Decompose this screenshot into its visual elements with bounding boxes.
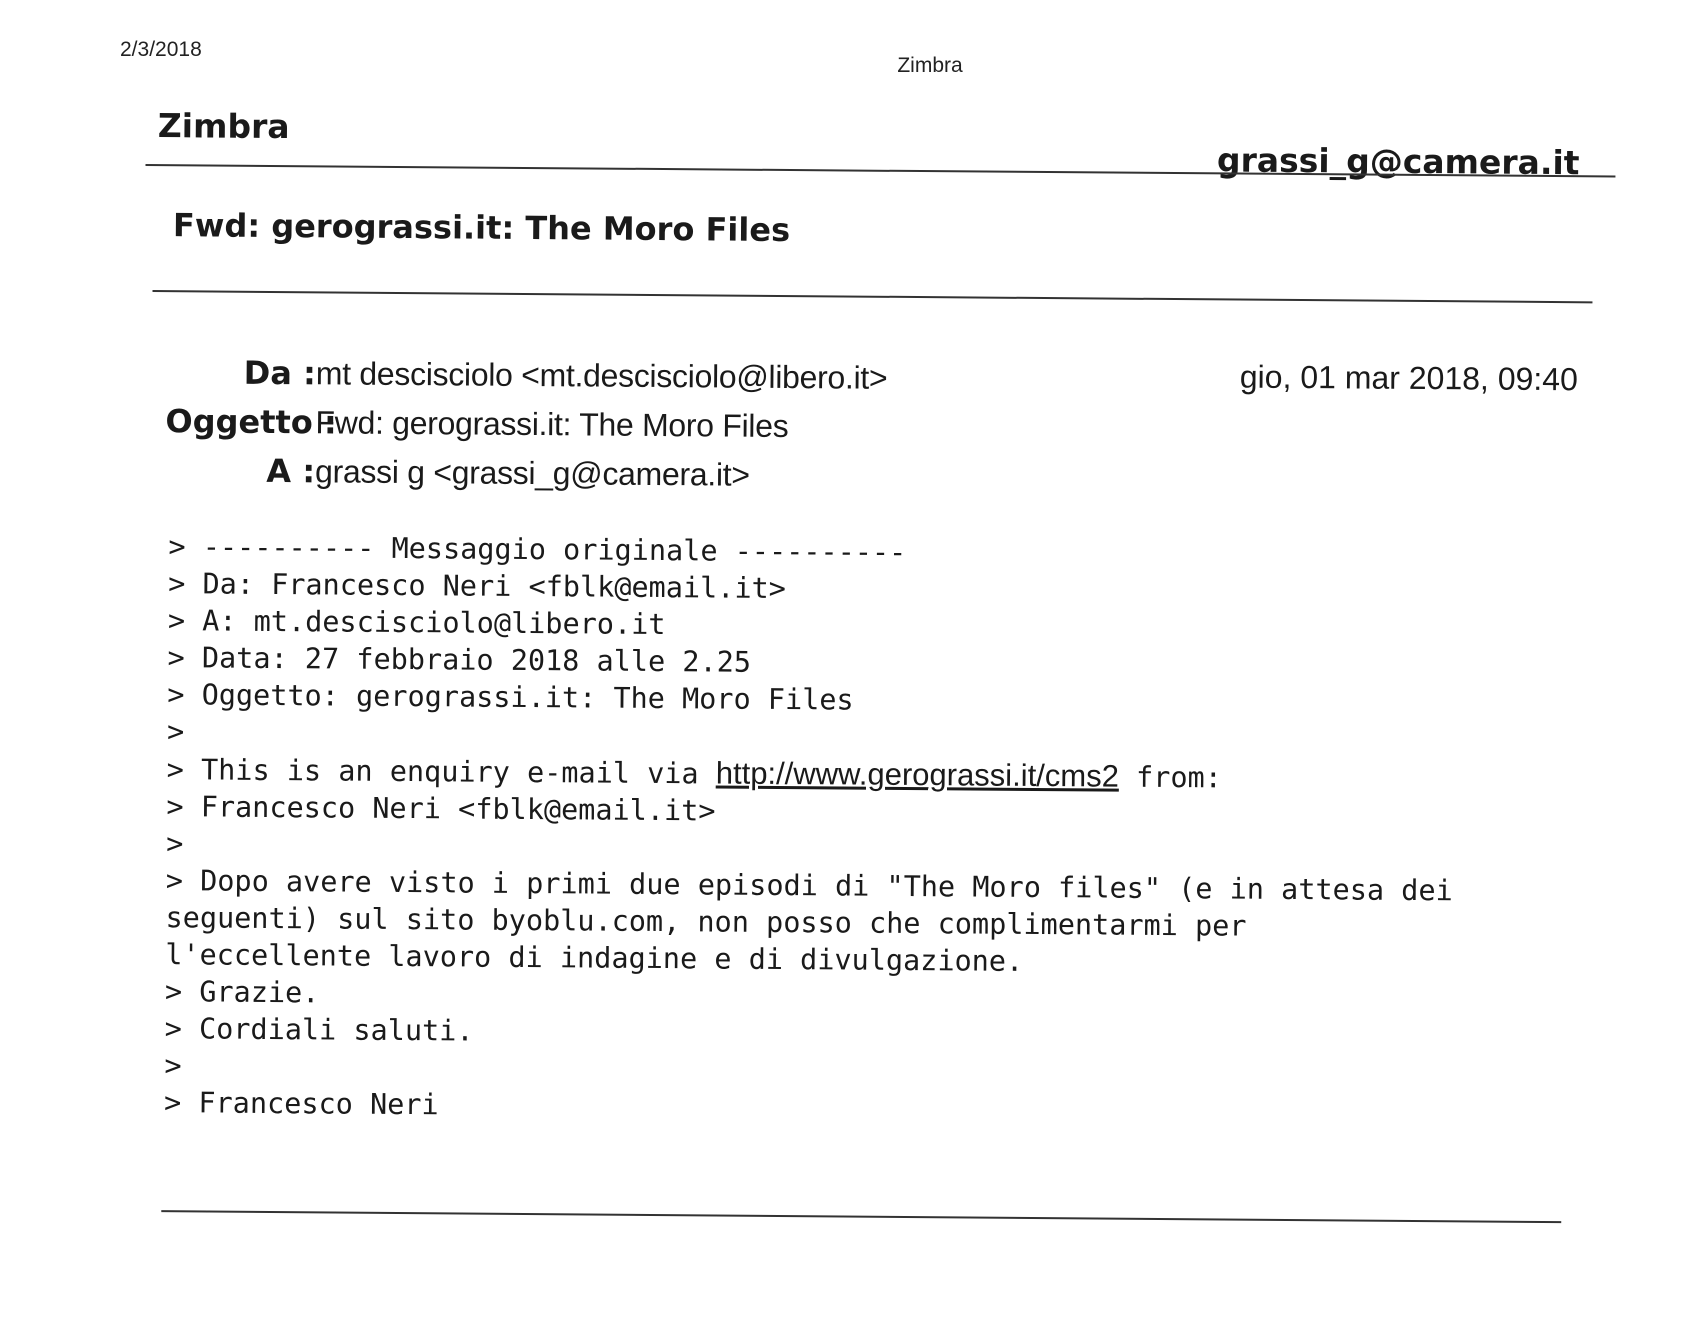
body-line: > Grazie. xyxy=(164,975,320,1010)
print-date: 2/3/2018 xyxy=(120,38,202,61)
body-line: > xyxy=(166,827,184,861)
message-subject-title: Fwd: gerograssi.it: The Moro Files xyxy=(172,206,791,250)
body-line: > Francesco Neri xyxy=(163,1086,439,1122)
to-label: A : xyxy=(266,451,316,491)
body-line: > Oggetto: gerograssi.it: The Moro Files xyxy=(167,678,854,717)
body-text-segment: from: xyxy=(1118,760,1223,795)
app-name: Zimbra xyxy=(157,106,290,147)
body-line: > ---------- Messaggio originale ---------- xyxy=(168,530,907,569)
from-row xyxy=(166,348,888,403)
email-printout xyxy=(141,100,1610,1251)
footer-divider xyxy=(161,1210,1561,1223)
message-headers xyxy=(165,348,888,501)
print-title: Zimbra xyxy=(897,54,963,77)
body-line: > Data: 27 febbraio 2018 alle 2.25 xyxy=(167,641,752,679)
body-line: > xyxy=(164,1049,182,1083)
body-line: > Francesco Neri <fblk@email.it> xyxy=(166,790,716,828)
body-line: l'eccellente lavoro di indagine e di divulgazione. xyxy=(165,938,1024,978)
subject-value: Fwd: gerograssi.it: The Moro Files xyxy=(315,404,789,445)
to-value: grassi g <grassi_g@camera.it> xyxy=(314,453,750,493)
subject-row xyxy=(165,397,887,452)
body-line: > A: mt.descisciolo@libero.it xyxy=(167,604,666,642)
sent-date: gio, 01 mar 2018, 09:40 xyxy=(1239,358,1578,398)
to-row xyxy=(165,446,887,501)
message-body xyxy=(164,528,1456,1131)
user-email: grassi_g@camera.it xyxy=(1216,140,1580,183)
subject-label: Oggetto : xyxy=(165,402,337,442)
website-link[interactable]: http://www.gerograssi.it/cms2 xyxy=(715,755,1120,794)
body-line: > Cordiali saluti. xyxy=(164,1012,474,1048)
body-line: seguenti) sul sito byoblu.com, non posso che complimentarmi per xyxy=(165,901,1247,943)
from-label: Da : xyxy=(243,353,317,393)
body-text-segment: > This is an enquiry e-mail via xyxy=(166,753,716,791)
body-line: > Da: Francesco Neri <fblk@email.it> xyxy=(168,567,787,606)
body-line: > xyxy=(166,715,185,749)
from-value: mt descisciolo <mt.descisciolo@libero.it> xyxy=(315,355,888,396)
subject-divider xyxy=(152,290,1592,303)
body-line: > Dopo avere visto i primi due episodi di "The Moro files" (e in attesa dei xyxy=(165,864,1453,908)
